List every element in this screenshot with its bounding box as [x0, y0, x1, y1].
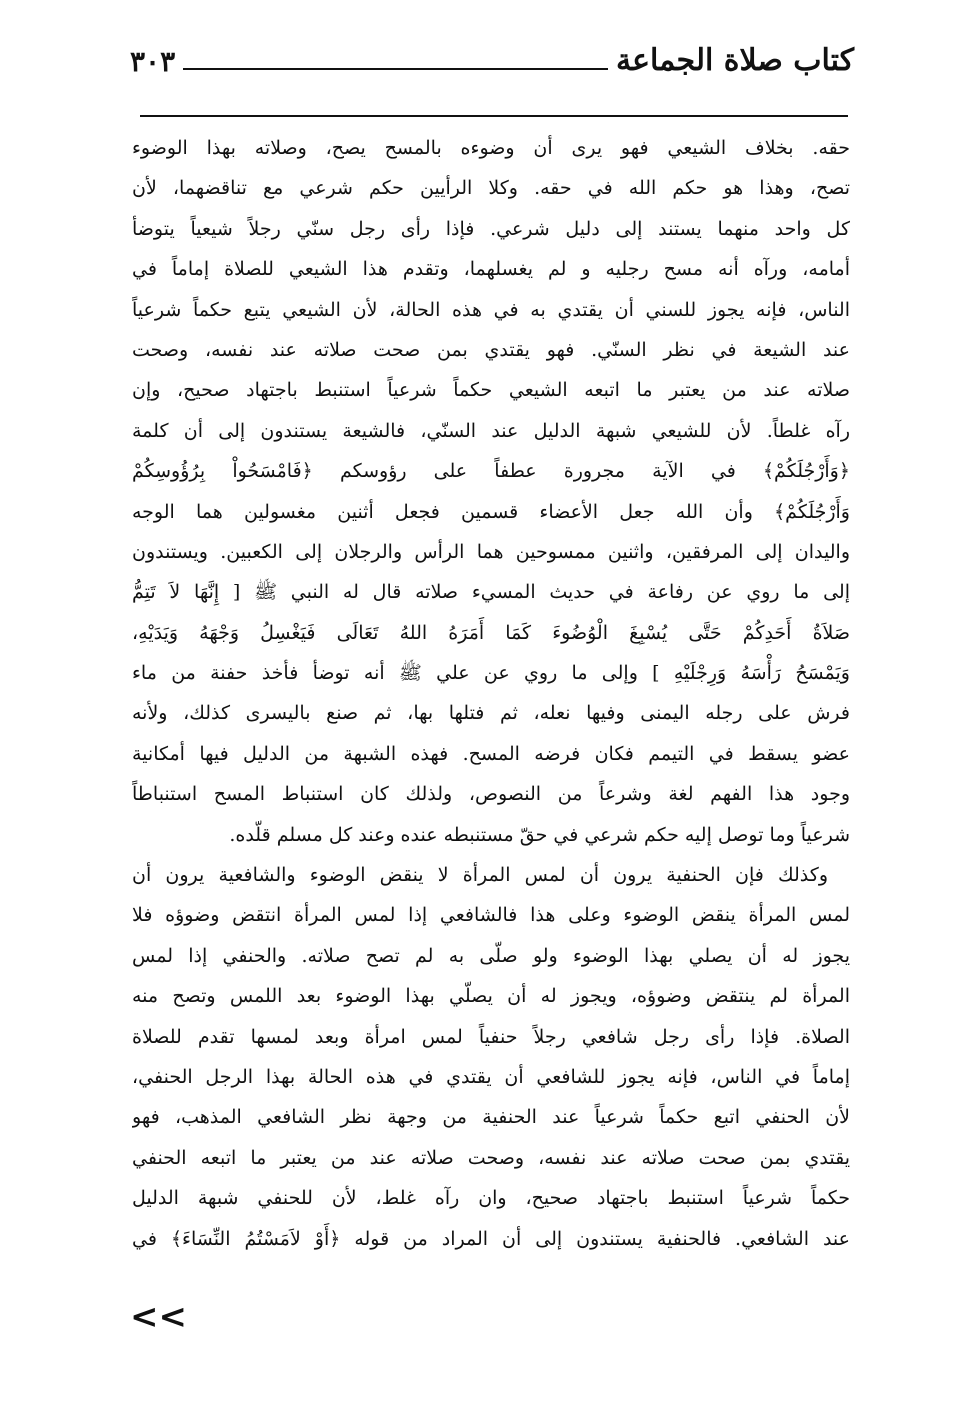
text-line: صَلاَةُ أَحَدِكُمْ حَتَّى يُسْبِغَ الْوُضُوءَ كَمَا أَمَرَهُ اللهُ تَعَالَى فَيَغْسِلُ وَجْهَهُ وَيَدَيْهِ، — [132, 621, 850, 644]
text-line: وكذلك فإن الحنفية يرون أن لمس المرأة لا ينقض الوضوء والشافعية يرون أن — [132, 864, 828, 887]
text-line: إماماً في الناس، فإنه يجوز للشافعي أن يقتدي في هذه الحالة بهذا الرجل الحنفي، — [132, 1065, 850, 1088]
text-line: شرعياً وما توصل إليه حكم شرعي في حقّ مستنبطه عنده وعند كل مسلم قلّده. — [229, 823, 850, 846]
text-line: يجوز له أن يصلي بهذا الوضوء ولو صلّى به لم تصح صلاته. والحنفي إذا لمس — [132, 944, 850, 967]
text-line: رآه غلطاً. لأن للشيعي شبهة الدليل عند السنّي، فالشيعة يستندون إلى أن كلمة — [132, 419, 850, 442]
text-line: وَأَرْجُلَكُمْ﴾ وأن الله جعل الأعضاء قسمين فجعل أثنين مغسولين هما الوجه — [132, 500, 850, 523]
text-line: عند الشافعي. فالحنفية يستندون إلى أن المراد من قوله ﴿أَوْ لاَمَسْتُمُ النِّسَاءَ﴾ في — [132, 1227, 850, 1250]
text-line: فرش على رجله اليمنى وفيها نعله، ثم فتلها بها، ثم صنع باليسرى كذلك، ولأنه — [132, 702, 850, 725]
continuation-marker: << — [130, 1297, 187, 1337]
text-line: عند الشيعة في نظر السنّي. فهو يقتدي بمن صحت صلاته عند نفسه، وصحت — [132, 338, 850, 361]
text-line: الصلاة. فإذا رأى رجل شافعي رجلاً حنفياً لمس امرأة وبعد لمسها تقدم للصلاة — [132, 1025, 850, 1048]
text-line: واليدان إلى المرفقين، واثنين ممسوحين هما الرأس والرجلان إلى الكعبين. ويستندون — [132, 540, 850, 563]
text-line: تصح، وهذا هو حكم الله في حقه. وكلا الرأيين حكم شرعي مع تناقضهما، لأن — [132, 177, 850, 200]
page-number: ٣٠٣ — [130, 45, 176, 78]
text-line: إلى ما روي عن رفاعة في حديث المسيء صلاته قال له النبي ﷺ [ إِنَّهَا لاَ تَتِمُّ — [132, 581, 850, 604]
text-line: كل واحد منهما يستند إلى دليل شرعي. فإذا رأى رجل سنّي رجلاً شيعياً يتوضأ — [132, 217, 850, 240]
text-line: حقه. بخلاف الشيعي فهو يرى أن وضوءه بالمسح يصح، وصلاته بهذا الوضوء — [132, 137, 850, 159]
body-text — [132, 128, 850, 1259]
text-line: لأن الحنفي اتبع حكماً شرعياً عند الحنفية من وجهة نظر الشافعي المذهب، فهو — [132, 1106, 850, 1129]
text-line: حكماً شرعياً استنبط باجتهاد صحيح، وان رآه غلط، لأن للحنفي شبهة الدليل — [132, 1187, 850, 1210]
text-line: الناس، فإنه يجوز للسني أن يقتدي به في هذه الحالة، لأن الشيعي يتبع حكماً شرعياً — [132, 298, 850, 321]
header-rule — [183, 68, 608, 70]
text-line: وجود هذا الفهم لغة وشرعاً من النصوص، ولذلك كان استنباط المسح استنباطاً — [132, 783, 850, 806]
text-line: وَيَمْسَحُ رَأْسَهُ وَرِجْلَيْهِ ] وإلى ما روي عن علي ﷺ أنه توضأ فأخذ حفنة من ماء — [132, 662, 850, 685]
text-line: ﴿وَأَرْجُلَكُمْ﴾ في الآية مجرورة عطفاً على رؤوسكم ﴿فَامْسَحُواْ بِرُؤُوسِكُمْ — [132, 460, 850, 483]
page-header — [130, 30, 854, 76]
text-line: عضو يسقط في التيمم فكان فرضه المسح. فهذه الشبهة من الدليل فيها أمكانية — [132, 742, 850, 765]
header-divider — [140, 115, 848, 117]
text-line: يقتدي بمن صحت صلاته عند نفسه، وصحت صلاته عند من يعتبر ما اتبعه الحنفي — [132, 1146, 850, 1169]
text-line: لمس المرأة ينقض الوضوء وعلى هذا فالشافعي إذا لمس المرأة انتقض وضوؤه فلا — [132, 904, 850, 927]
chapter-title: كتاب صلاة الجماعة — [615, 43, 854, 78]
text-line: صلاته عند من يعتبر ما اتبعه الشيعي حكماً شرعياً استنبط باجتهاد صحيح، وإن — [132, 379, 850, 402]
text-line: أمامه، ورآه أنه مسح رجليه و لم يغسلهما، وتقدم هذا الشيعي للصلاة إماماً في — [132, 258, 850, 281]
text-line: المرأة لم ينتقض وضوؤه، ويجوز له أن يصلّي بهذا الوضوء بعد اللمس وتصح منه — [132, 985, 850, 1008]
